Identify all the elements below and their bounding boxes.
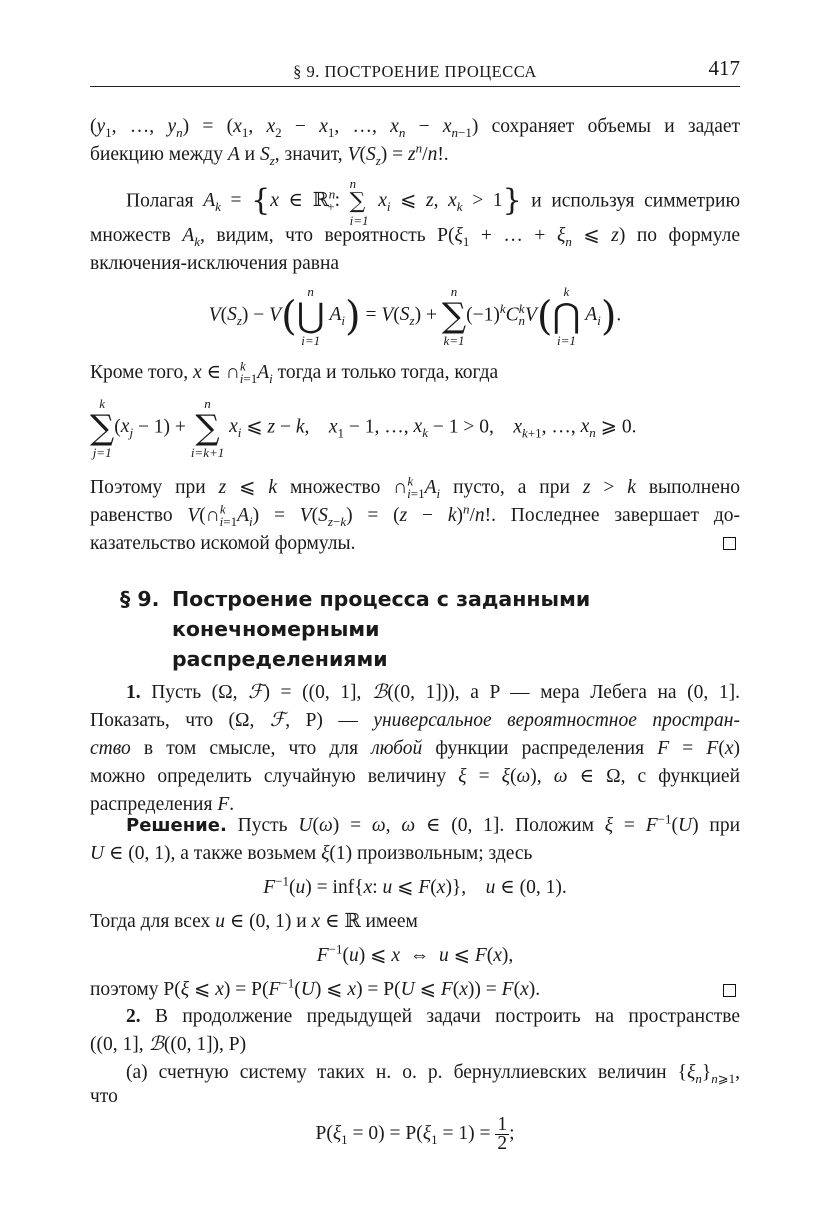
problem-statement: что: [90, 1086, 118, 1107]
display-formula: $F^{-1}(u) = inf\{x$: u ⩽ F(x)}, u ∈ (0, 1).: [263, 873, 567, 898]
problem-statement: можно определить случайную величину ξ = ξ(ω), ω ∈ Ω, с функцией: [90, 766, 741, 787]
problem-statement: распределения F.: [90, 794, 235, 815]
display-formula: $V(S_z) - V$( n ⋃ i=1 $A_i) = V(S_z)$ + n ∑ k=1 $(-1)^kC^k_nV$( k ⋂ i=1 $A_i$).: [208, 284, 622, 348]
running-header: [90, 56, 740, 87]
running-title: § 9. ПОСТРОЕНИЕ ПРОЦЕССА: [293, 62, 537, 81]
problem-statement: 1. Пусть (Ω, ℱ) = ((0, 1], ℬ((0, 1])), а P — мера Лебега на (0, 1].: [126, 682, 740, 703]
page-number: 417: [708, 56, 740, 80]
problem-statement: ство в том смысле, что для любой функции распределения F = F(x): [90, 738, 740, 759]
display-formula: $F^{-1}(u)$ ⩽ x ⇔ u ⩽ F(x),: [316, 941, 514, 966]
solution: U ∈ (0, 1), а также возьмем ξ(1) произвольным; здесь: [90, 843, 533, 864]
paragraph: равенство $V(\cap^k_{i=1}A_i) = V(S_{z-k}) = (z - k)^n/n$!. Последнее завершает до-: [90, 501, 740, 529]
problem-statement: (a) счетную систему таких н. о. р. бернуллиевских величин $\{\xi_n\}_{n⩾1}$,: [126, 1062, 740, 1086]
display-formula: k ∑ j=1 $(x_j - 1)$ + n ∑ i=k+1 $x_i$ ⩽ z − k, $x_1 - 1$, …, $x_k - 1 > 0$, $x_{k+1}$, …, $x_n$ ⩾ 0.: [90, 396, 637, 460]
paragraph: биекцию между A и $S_z$, значит, $V(S_z) = z^n/n$!.: [90, 140, 449, 168]
section-heading: [120, 584, 750, 674]
section-title-line: Построение процесса с заданными конечномерными: [172, 587, 591, 641]
solution: Решение. Пусть U(ω) = ω, ω ∈ (0, 1]. Положим $\xi = F^{-1}(U)$ при: [126, 811, 741, 836]
formula: ($y_1$, …, $y_n) = (x_1$, $x_2 - x_1$, …, $x_n - x_{n-1}$): [90, 116, 479, 140]
qed-symbol: [723, 537, 736, 550]
solution: поэтому P(ξ ⩽ $x) = P(F^{-1}(U)$ ⩽ x) = P(U ⩽ F(x)) = F(x).: [90, 975, 541, 1000]
display-formula: $P(\xi_1 = 0) = P(\xi_1 = 1)$ = $\frac{1}{2}$ ;: [315, 1114, 515, 1155]
paragraph: множеств $A_k$, видим, что вероятность $P(\xi_1$ + … + $\xi_n$ ⩽ z) по формуле: [90, 225, 741, 249]
paragraph: ($y_1$, …, $y_n) = (x_1$, $x_2 - x_1$, …, $x_n - x_{n-1}$) сохраняет объемы и задает: [90, 116, 741, 140]
section-title-line: распределениями: [172, 647, 388, 671]
paragraph: включения-исключения равна: [90, 253, 340, 274]
section-number: § 9.: [120, 587, 160, 611]
problem-statement: 2. В продолжение предыдущей задачи построить на пространстве: [126, 1006, 741, 1027]
paragraph: Поэтому при z ⩽ k множество $\cap^k_{i=1}A_i$ пусто, а при z > k выполнено: [90, 473, 741, 501]
paragraph: Полагая $A_k = \{x$ ∈ ℝ$^n_+$: n ∑ i=1 $x_i$ ⩽ z, $x_k > 1$} и используя симметрию: [126, 176, 741, 228]
paragraph: казательство искомой формулы.: [90, 533, 356, 554]
formula: $A_k = \{x$ ∈ ℝ$^n_+$: n ∑ i=1 $x_i$ ⩽ z, $x_k > 1$}: [203, 176, 522, 228]
qed-symbol: [723, 984, 736, 997]
problem-statement: Показать, что (Ω, ℱ, P) — универсальное вероятностное простран-: [90, 710, 740, 731]
problem-statement: ((0, 1], ℬ((0, 1]), P): [90, 1034, 247, 1055]
solution: Тогда для всех u ∈ (0, 1) и x ∈ ℝ имеем: [90, 911, 418, 932]
paragraph: Кроме того, x ∈ $\cap^k_{i=1}A_i$ тогда и только тогда, когда: [90, 358, 499, 386]
